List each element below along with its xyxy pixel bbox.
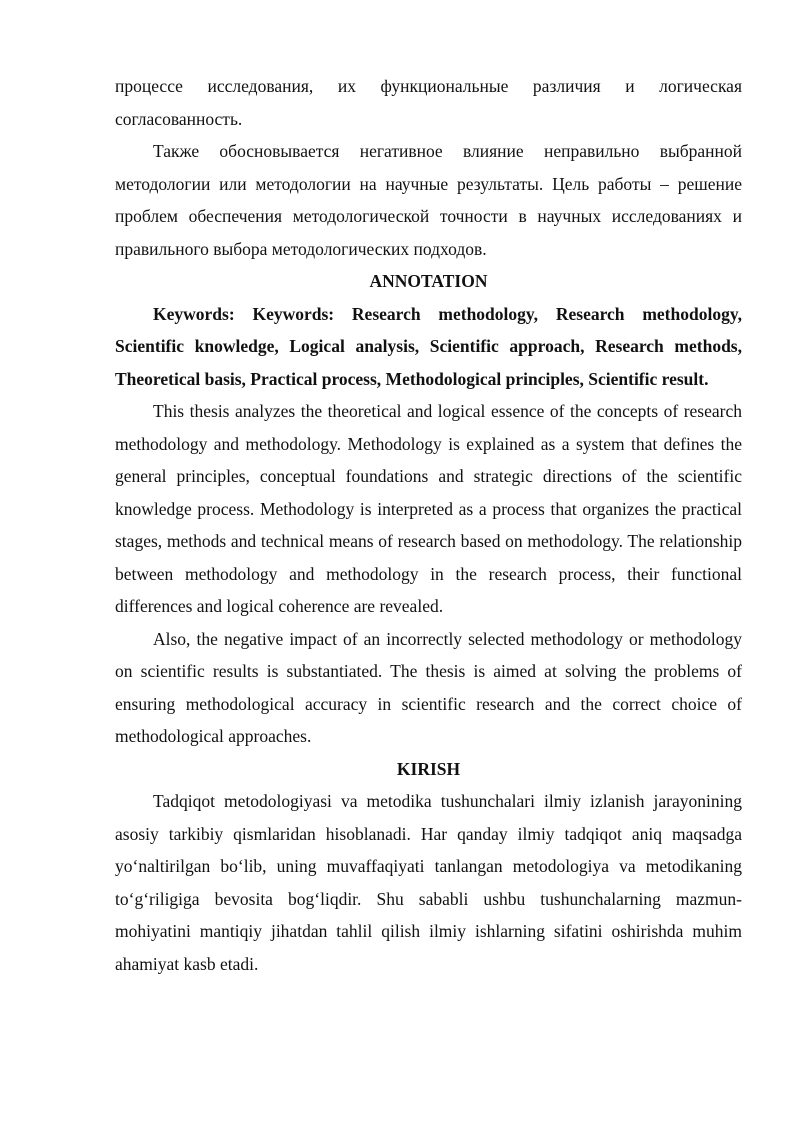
annotation-heading: ANNOTATION bbox=[369, 271, 488, 291]
english-paragraph-2: Also, the negative impact of an incorrectly selected methodology or methodology on scientific results is substantiated. The thesis is aimed at solving the problems of ensuring methodological accuracy in scientific research and the correct choice of methodological approaches. bbox=[115, 628, 742, 746]
uzbek-paragraph-1: Tadqiqot metodologiyasi va metodika tushunchalari ilmiy izlanish jarayonining asosiy tarkibiy qismlaridan hisoblanadi. Har qanday ilmiy tadqiqot aniq maqsadga yo‘naltirilgan bo‘lib, uning muvaffaqiyati tanlangan metodologiya va metodikaning to‘g‘riligiga bevosita bog‘liqdir. Shu sababli ushbu tushunchalarning mazmun-mohiyatini mantiqiy jihatdan tahlil qilish ilmiy ishlarning sifatini oshirishda muhim ahamiyat kasb etadi. bbox=[115, 791, 742, 974]
kirish-heading: KIRISH bbox=[396, 758, 461, 779]
document-page bbox=[115, 70, 742, 980]
english-paragraph-1: This thesis analyzes the theoretical and logical essence of the concepts of research methodology and methodology. Methodology is explained as a system that defines the general principles, conceptual foundations and strategic directions of the scientific knowledge process. Methodology is interpreted as a process that organizes the practical stages, methods and technical means of research based on methodology. The relationship between methodology and methodology in the research process, their functional differences and logical coherence are revealed. bbox=[115, 401, 742, 616]
russian-paragraph: Также обосновывается негативное влияние неправильно выбранной методологии или методологии на научные результаты. Цель работы – решение проблем обеспечения методологической точности в научных исследованиях и правильного выбора методологических подходов. bbox=[115, 141, 742, 259]
keywords-paragraph: Keywords: Keywords: Research methodology, Research methodology, Scientific knowledge, Logical analysis, Scientific approach, Research methods, Theoretical basis, Practical process, Methodological principles, Scientific result. bbox=[115, 303, 742, 389]
russian-paragraph-continued: процессе исследования, их функциональные различия и логическая согласованность. bbox=[115, 76, 742, 129]
